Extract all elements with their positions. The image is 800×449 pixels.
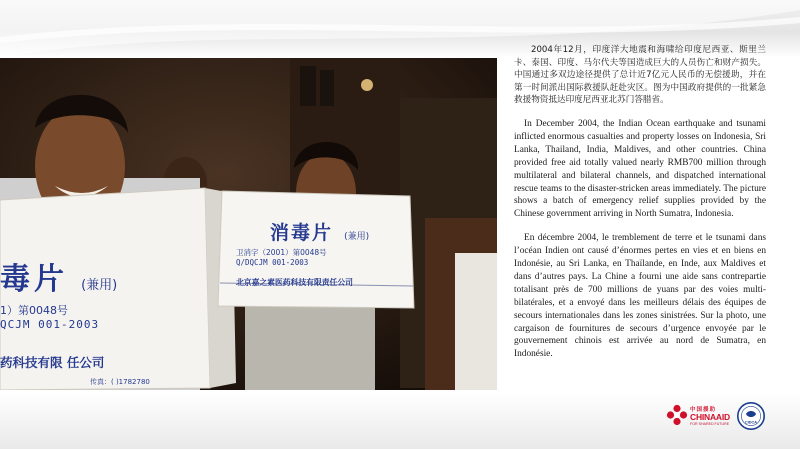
caption-english: In December 2004, the Indian Ocean earthquake and tsunami inflicted enormous casualties and property losses on Indonesia, Sri Lanka, Thailand, India, Maldives, and other countries. China provided free aid totally valued nearly RMB700 million through multilateral and bilateral channels, and dispatched international rescue teams to the disaster-stricken areas immediately. The picture shows a batch of emergency relief supplies provided by the Chinese government arriving in North Sumatra, Indonesia.: [514, 118, 766, 220]
carton-left-suffix: (兼用): [81, 278, 118, 293]
cidca-seal-icon: [737, 402, 765, 430]
carton-right-label: [236, 218, 411, 288]
carton-right-line2: Q/DQCJM 001-2003: [236, 258, 309, 267]
carton-right-company: 北京嘉之素医药科技有限责任公司: [236, 278, 353, 287]
caption-column: [514, 44, 766, 372]
carton-right-suffix: (兼用): [344, 232, 370, 242]
seal-text: CIDCA: [744, 420, 758, 425]
carton-left-line2: QCJM 001-2003: [0, 318, 100, 331]
caption-chinese: 2004年12月，印度洋大地震和海啸给印度尼西亚、斯里兰卡、泰国、印度、马尔代夫等国造成巨大的人员伤亡和财产损失。中国通过多双边途径提供了总计近7亿元人民币的无偿援助，并在第一时间派出国际救援队赶赴灾区。图为中国政府提供的一批紧急救援物资抵达印度尼西亚北苏门答腊省。: [514, 45, 766, 106]
china-aid-emblem-icon: [666, 404, 688, 426]
china-aid-logo-tagline: FOR SHARED FUTURE: [690, 422, 730, 426]
china-aid-logo-zh: 中国援助: [690, 407, 717, 413]
caption-french: En décembre 2004, le tremblement de terre et le tsunami dans l’océan Indien ont causé d’énormes pertes en vies et en biens en Indonésie, au Sri Lanka, en Thaïlande, en Inde, aux Maldives et dans d’autres pays. La Chine a fourni une aide sans contrepartie totalisant près de 700 millions de yuans par des voies multi-bilatérales, et a envoyé dans les meilleurs délais des équipes de secours internationales dans les zones sinistrées. Sur la photo, une cargaison de fournitures de secours d’urgence envoyée par le gouvernement chinois est arrivée au nord de Sumatra, en Indonésie.: [514, 233, 766, 360]
carton-left-tel: 传真：( )1782780: [90, 378, 150, 386]
carton-left-title: 毒片: [0, 262, 68, 297]
carton-left-line1: 1）第0048号: [0, 304, 68, 317]
carton-left-label: [0, 254, 200, 387]
photo-relief-supplies: [0, 58, 497, 390]
carton-left-company: 药科技有限 任公司: [0, 355, 105, 370]
carton-right-line1: 卫消字（2001）第0048号: [236, 248, 327, 257]
china-aid-logo-en: CHINAAID: [690, 412, 730, 422]
carton-right-title: 消毒片: [270, 222, 334, 244]
